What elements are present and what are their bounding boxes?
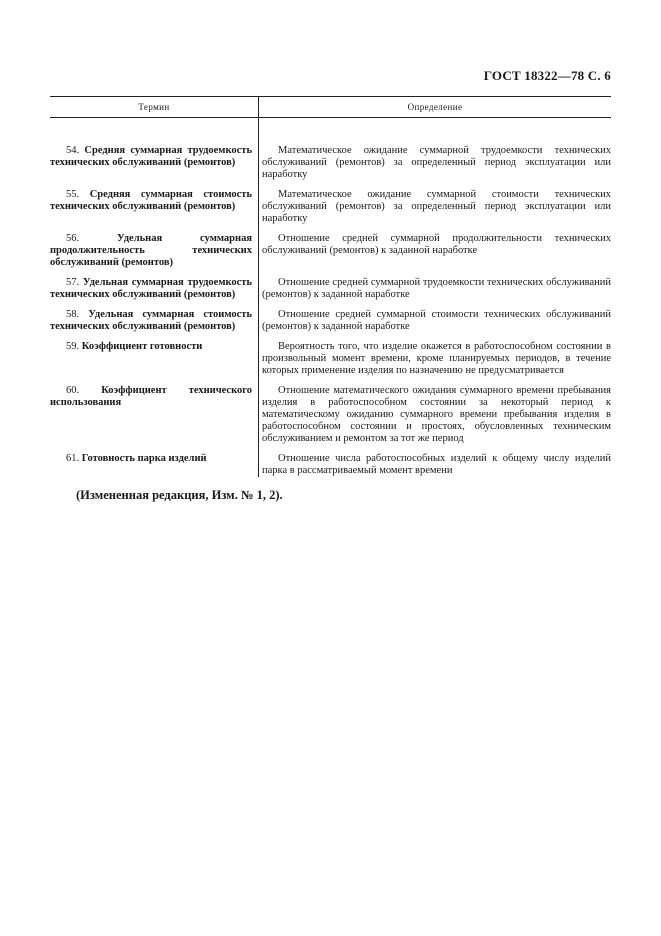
term-cell (50, 385, 258, 445)
term-number: 56. (66, 233, 80, 244)
term-cell (50, 233, 258, 269)
table-row (50, 445, 611, 477)
term-number: 55. (66, 189, 80, 200)
definition-cell: Математическое ожидание суммарной трудоемкости технических обслуживаний (ремонтов) за определенный период эксплуатации или наработку (262, 145, 611, 180)
table-row (50, 118, 611, 181)
term-name: Коэффициент готовности (81, 341, 203, 352)
term-cell (50, 341, 258, 377)
page-header: ГОСТ 18322—78 С. 6 (483, 68, 611, 83)
term-cell (50, 145, 258, 181)
term-number: 59. (66, 341, 80, 352)
term-number: 54. (66, 145, 80, 156)
term-cell (50, 309, 258, 333)
term-name: Средняя суммарная трудоемкость технических обслуживаний (ремонтов) (50, 145, 252, 168)
definition-cell: Вероятность того, что изделие окажется в работоспособном состоянии в произвольный момент времени, кроме планируемых периодов, в течение которых применение изделия по назначению не предусматривается (262, 341, 611, 376)
term-number: 60. (66, 385, 80, 396)
term-cell (50, 277, 258, 301)
term-name: Удельная суммарная продолжительность технических обслуживаний (ремонтов) (50, 233, 252, 268)
term-name: Готовность парка изделий (81, 453, 207, 464)
term-cell (50, 453, 258, 477)
terms-table (50, 96, 611, 477)
table-row (50, 225, 611, 269)
term-number: 61. (66, 453, 80, 464)
column-header-definition: Определение (258, 97, 611, 117)
table-row (50, 301, 611, 333)
definition-cell: Отношение средней суммарной продолжительности технических обслуживаний (ремонтов) к заданной наработке (262, 233, 611, 256)
table-body (50, 118, 611, 477)
table-row (50, 377, 611, 445)
table-row (50, 269, 611, 301)
definition-cell: Отношение математического ожидания суммарного времени пребывания изделия в работоспособном состоянии за некоторый период к математическому ожиданию суммарного времени пребывания изделия в работоспособном состоянии и простоях, обусловленных техническим обслуживанием и ремонтом за тот же период (262, 385, 611, 444)
column-header-term: Термин (138, 102, 170, 112)
term-number: 58. (66, 309, 80, 320)
amendment-note: (Измененная редакция, Изм. № 1, 2). (76, 488, 283, 502)
term-name: Удельная суммарная стоимость технических обслуживаний (ремонтов) (50, 309, 252, 332)
term-number: 57. (66, 277, 80, 288)
definition-cell: Математическое ожидание суммарной стоимости технических обслуживаний (ремонтов) за определенный период эксплуатации или наработку (262, 189, 611, 224)
table-row (50, 333, 611, 377)
definition-cell: Отношение средней суммарной трудоемкости технических обслуживаний (ремонтов) к заданной наработке (262, 277, 611, 300)
term-name: Удельная суммарная трудоемкость технических обслуживаний (ремонтов) (50, 277, 253, 300)
table-row (50, 181, 611, 225)
definition-cell: Отношение средней суммарной стоимости технических обслуживаний (ремонтов) к заданной наработке (262, 309, 611, 332)
table-header (50, 96, 611, 118)
term-cell (50, 189, 258, 225)
term-name: Коэффициент технического использования (50, 385, 252, 408)
term-name: Средняя суммарная стоимость технических обслуживаний (ремонтов) (50, 189, 253, 212)
definition-cell: Отношение числа работоспособных изделий к общему числу изделий парка в рассматриваемый момент времени (262, 453, 611, 476)
